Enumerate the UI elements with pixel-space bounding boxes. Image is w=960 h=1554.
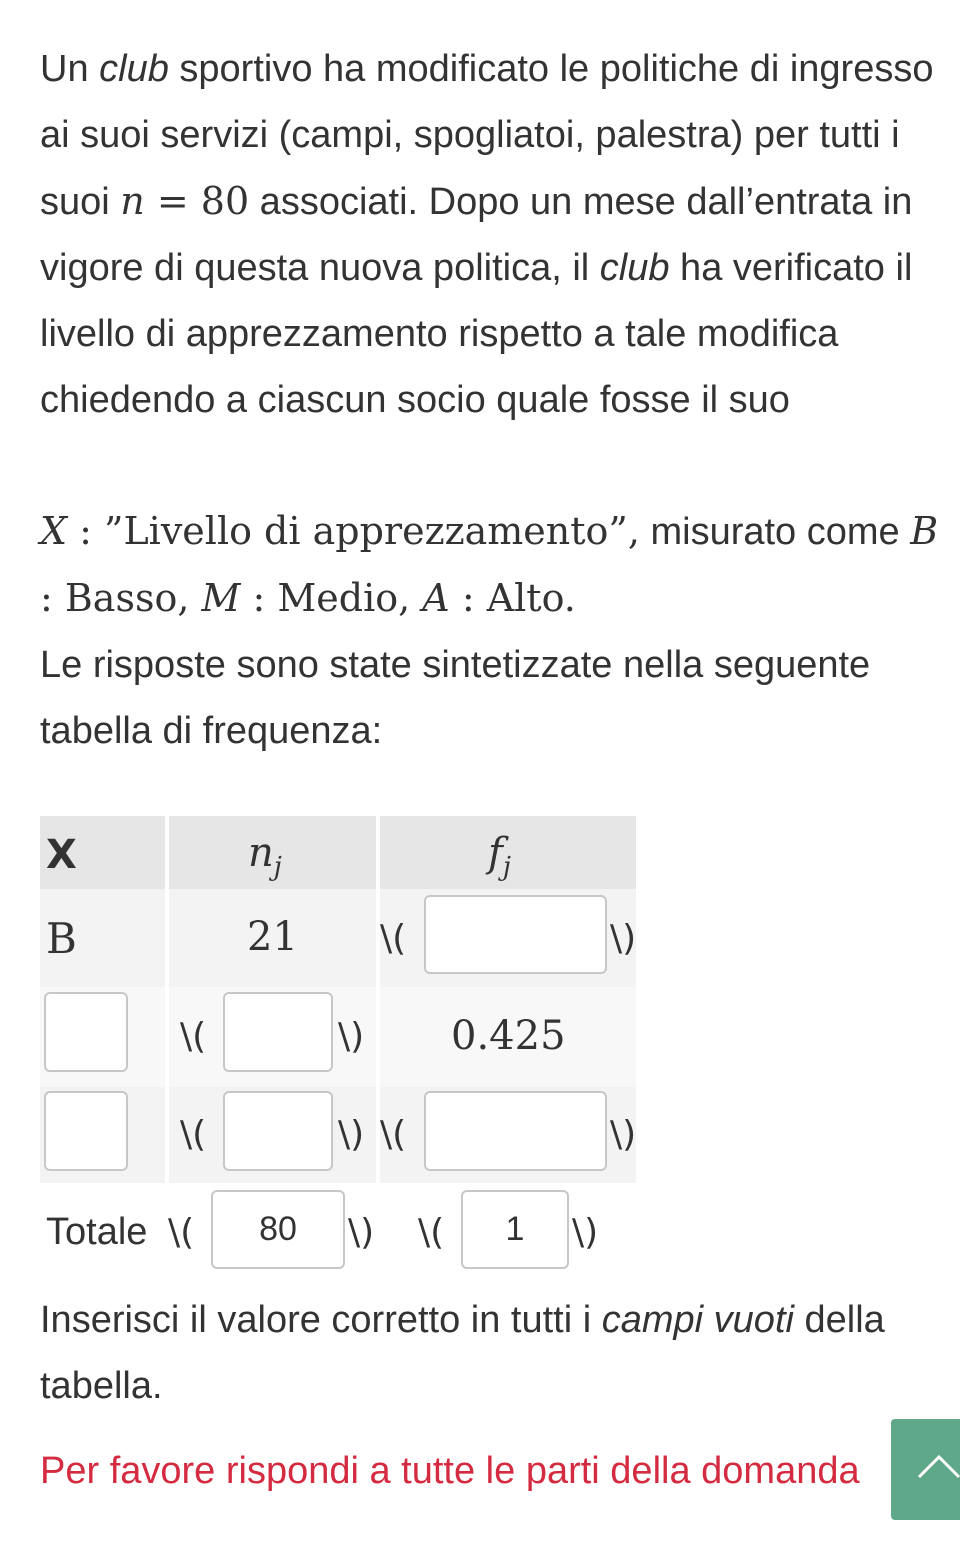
column-divider (636, 816, 640, 1283)
input-nj-row2[interactable] (223, 992, 333, 1072)
input-x-row3[interactable] (44, 1091, 128, 1171)
header-x: X (46, 832, 77, 878)
question-paragraph-table-intro: Le risposte sono state sintetizzate nella seguente tabella di frequenza: (40, 644, 871, 752)
delim-open: \( (418, 1212, 445, 1253)
table-header-row (40, 816, 640, 889)
input-fj-row3[interactable] (424, 1091, 607, 1171)
delim-close: \) (338, 1114, 365, 1155)
delim-open: \( (380, 918, 407, 959)
scroll-to-top-button[interactable] (891, 1419, 960, 1520)
input-x-row2[interactable] (44, 992, 128, 1072)
frequency-table (40, 816, 952, 1284)
input-fj-total[interactable] (461, 1190, 569, 1269)
input-nj-row3[interactable] (223, 1091, 333, 1171)
delim-close: \) (610, 918, 637, 959)
math-n: n (120, 179, 145, 223)
input-fj-b[interactable] (424, 895, 607, 974)
cell-x-total: Totale (46, 1211, 148, 1253)
delim-open: \( (180, 1016, 207, 1057)
delim-close: \) (348, 1212, 375, 1253)
column-divider (376, 816, 380, 1283)
validation-error-message: Per favore rispondi a tutte le parti della domanda (40, 1450, 860, 1492)
input-nj-total[interactable] (211, 1190, 345, 1269)
delim-close: \) (610, 1114, 637, 1155)
delim-open: \( (168, 1212, 195, 1253)
instruction-text: Inserisci il valore corretto in tutti i campi vuoti della tabella. (40, 1299, 885, 1407)
question-paragraph-variable: X : ”Livello di apprezzamento”, misurato come B : Basso, M : Medio, A : Alto. (40, 509, 939, 620)
chevron-up-icon (917, 1453, 960, 1479)
delim-open: \( (180, 1114, 207, 1155)
cell-nj-b: 21 (247, 914, 298, 960)
header-fj: $f_j$ (488, 830, 511, 882)
delim-open: \( (380, 1114, 407, 1155)
cell-fj-row2: 0.425 (451, 1013, 566, 1059)
header-nj: $n_j$ (248, 830, 282, 882)
delim-close: \) (572, 1212, 599, 1253)
question-paragraph-intro: Un club sportivo ha modificato le politiche di ingresso ai suoi servizi (campi, spogliatoi, palestra) per tutti i suoi n = 80 associati. Dopo un mese dall’entrata in vigore di questa nuova politica, il club ha verificato il livello di apprezzamento rispetto a tale modifica chiedendo a ciascun socio quale fosse il suo (40, 48, 934, 421)
math-n-value: = 80 (144, 179, 250, 223)
delim-close: \) (338, 1016, 365, 1057)
cell-x-b: B (46, 914, 77, 963)
